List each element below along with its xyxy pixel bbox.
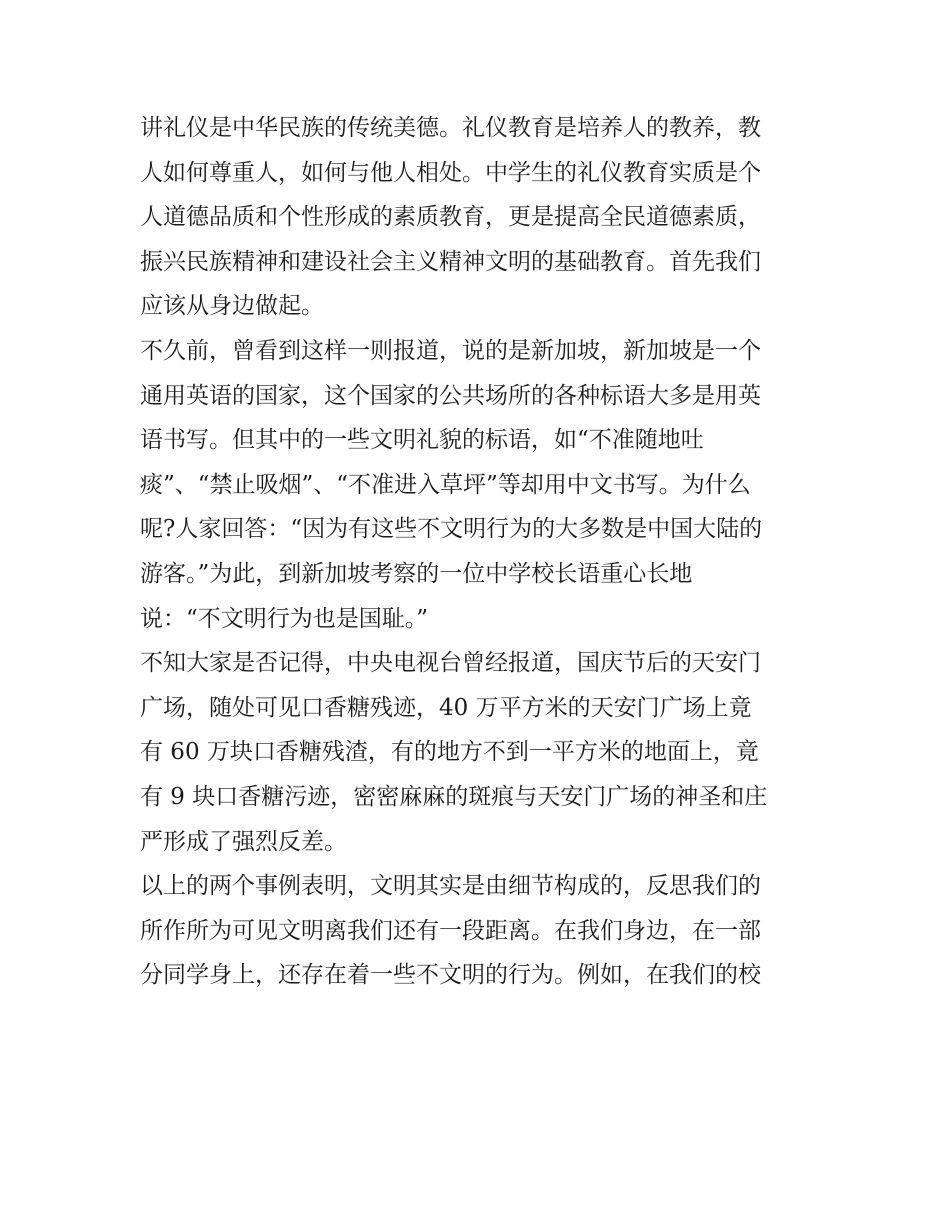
document-body: [140, 106, 820, 998]
paragraph-1: [140, 106, 820, 329]
text-line: 分同学身上，还存在着一些不文明的行为。例如，在我们的校: [140, 962, 761, 989]
text-line: 人如何尊重人，如何与他人相处。中学生的礼仪教育实质是个: [140, 159, 761, 186]
text-line: 讲礼仪是中华民族的传统美德。礼仪教育是培养人的教养，教: [140, 115, 761, 141]
text-line: 应该从身边做起。: [140, 293, 324, 320]
text-line: 通用英语的国家，这个国家的公共场所的各种标语大多是用英: [140, 382, 761, 409]
paragraph-4: [140, 864, 820, 998]
text-line: 不久前，曾看到这样一则报道，说的是新加坡，新加坡是一个: [140, 337, 761, 364]
text-line: 说：“不文明行为也是国耻。”: [140, 605, 429, 632]
text-line: 以上的两个事例表明，文明其实是由细节构成的，反思我们的: [140, 873, 761, 900]
text-line: 有 9 块口香糖污迹，密密麻麻的斑痕与天安门广场的神圣和庄: [140, 783, 768, 810]
text-line: 严形成了强烈反差。: [140, 828, 347, 855]
text-line: 振兴民族精神和建设社会主义精神文明的基础教育。首先我们: [140, 248, 761, 275]
text-line: 不知大家是否记得，中央电视台曾经报道，国庆节后的天安门: [140, 650, 761, 677]
text-line: 广场，随处可见口香糖残迹，40 万平方米的天安门广场上竟: [140, 694, 752, 721]
text-line: 痰”、“禁止吸烟”、“不准进入草坪”等却用中文书写。为什么: [140, 471, 751, 498]
text-line: 语书写。但其中的一些文明礼貌的标语，如“不准随地吐: [140, 427, 704, 454]
paragraph-2: [140, 329, 820, 641]
paragraph-3: [140, 641, 820, 864]
text-line: 人道德品质和个性形成的素质教育，更是提高全民道德素质，: [140, 204, 761, 231]
text-line: 呢?人家回答：“因为有这些不文明行为的大多数是中国大陆的: [140, 516, 763, 543]
text-line: 所作所为可见文明离我们还有一段距离。在我们身边，在一部: [140, 917, 761, 944]
text-line: 游客。”为此，到新加坡考察的一位中学校长语重心长地: [140, 560, 693, 587]
text-line: 有 60 万块口香糖残渣，有的地方不到一平方米的地面上，竟: [140, 739, 759, 766]
